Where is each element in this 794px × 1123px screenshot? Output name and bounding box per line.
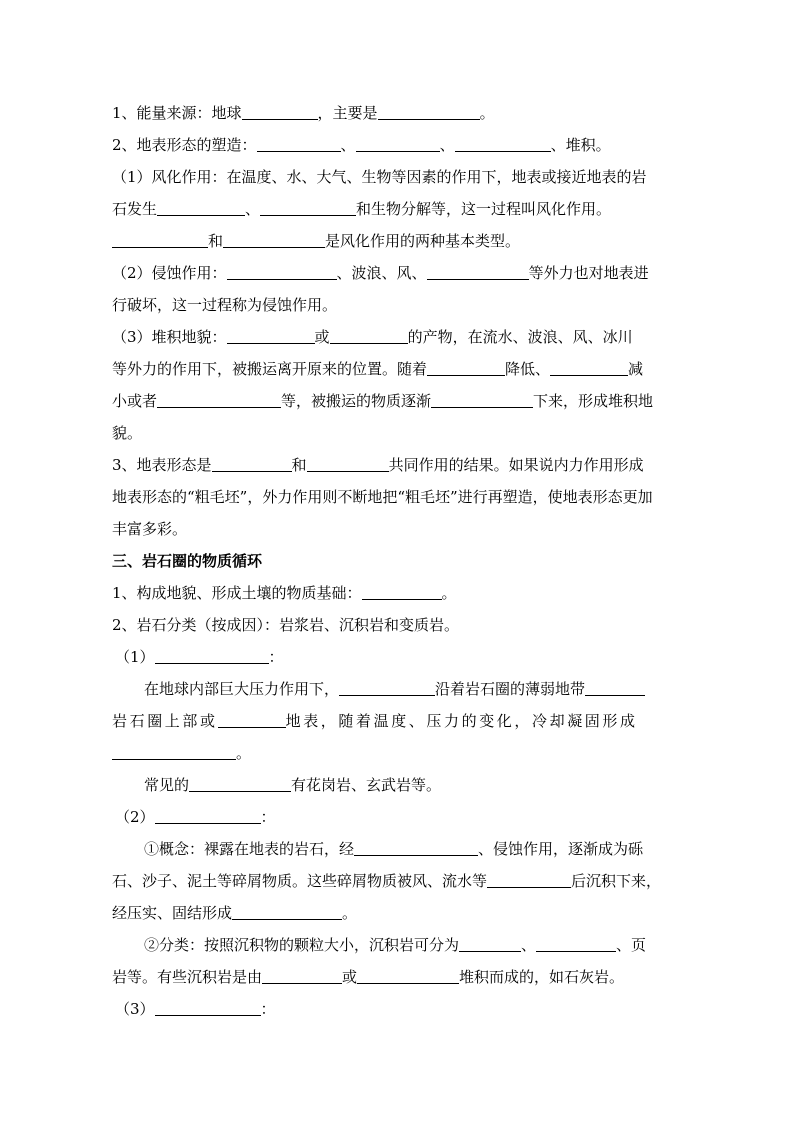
section-heading: 三、岩石圈的物质循环 [112, 552, 263, 570]
magma-line-2 [112, 705, 684, 737]
text: 下来，形成堆积地 [533, 392, 654, 410]
subitem-2-title [112, 801, 684, 833]
text: 堆积而成的，如石灰岩。 [459, 968, 625, 986]
text: ，主要是 [317, 104, 378, 122]
fill-blank[interactable] [112, 229, 208, 248]
erosion-line-2 [112, 289, 684, 321]
text: 石、沙子、泥土等碎屑物质。这些碎屑物质被风、流水等 [112, 872, 488, 890]
text: 行破坏，这一过程称为侵蚀作用。 [112, 296, 338, 314]
erosion-line-1 [112, 257, 684, 289]
fill-blank[interactable] [112, 741, 236, 760]
text: 、堆积。 [550, 136, 611, 154]
item-1-energy-source [112, 97, 684, 129]
item-3-line-3 [112, 513, 684, 545]
fill-blank[interactable] [227, 261, 337, 280]
text: 沿着岩石圈的薄弱地带 [435, 680, 586, 698]
fill-blank[interactable] [459, 933, 521, 952]
text: 、 [439, 136, 455, 154]
sedimentary-concept-line-1 [112, 833, 684, 865]
text: 2、地表形态的塑造： [112, 136, 257, 154]
fill-blank[interactable] [307, 453, 389, 472]
text: （1） [115, 648, 155, 666]
text: 经压实、固结形成 [112, 904, 233, 922]
text: 小或者 [112, 392, 158, 410]
fill-blank[interactable] [227, 325, 315, 344]
fill-blank[interactable] [189, 773, 291, 792]
text: 。 [441, 584, 457, 602]
magma-line-1 [112, 673, 684, 705]
fill-blank[interactable] [356, 133, 440, 152]
fill-blank[interactable] [378, 101, 480, 120]
fill-blank[interactable] [487, 869, 571, 888]
common-rocks-line [112, 769, 684, 801]
fill-blank[interactable] [157, 197, 245, 216]
worksheet-page [112, 97, 684, 1025]
fill-blank[interactable] [455, 133, 551, 152]
fill-blank[interactable] [223, 229, 325, 248]
text: 和 [291, 456, 307, 474]
text: 等外力的作用下，被搬运离开原来的位置。随着 [112, 360, 428, 378]
text: ②分类：按照沉积物的颗粒大小，沉积岩可分为 [144, 936, 460, 954]
text: 、 [245, 200, 261, 218]
text: 丰富多彩。 [112, 520, 188, 538]
fill-blank[interactable] [330, 325, 408, 344]
weathering-line-3 [112, 225, 684, 257]
fill-blank[interactable] [357, 965, 459, 984]
deposition-line-3 [112, 385, 684, 417]
fill-blank[interactable] [550, 357, 628, 376]
fill-blank[interactable] [339, 677, 435, 696]
fill-blank[interactable] [585, 677, 645, 696]
text: ： [260, 1000, 276, 1018]
text: （3）堆积地貌： [112, 328, 227, 346]
text: 在地球内部巨大压力作用下， [144, 680, 340, 698]
text: 岩等。有些沉积岩是由 [112, 968, 263, 986]
fill-blank[interactable] [427, 261, 529, 280]
text: （2）侵蚀作用： [112, 264, 227, 282]
fill-blank[interactable] [155, 805, 261, 824]
text: 、侵蚀作用，逐渐成为砾 [478, 840, 644, 858]
text: 。 [479, 104, 495, 122]
text: 和生物分解等，这一过程叫风化作用。 [356, 200, 612, 218]
item-2-landform-shaping [112, 129, 684, 161]
fill-blank[interactable] [155, 997, 261, 1016]
text: 3、地表形态是 [112, 456, 212, 474]
fill-blank[interactable] [232, 901, 342, 920]
deposition-line-4 [112, 417, 684, 449]
text: 。 [342, 904, 358, 922]
rock-item-2 [112, 609, 684, 641]
text: 地表形态的“粗毛坯”，外力作用则不断地把“粗毛坯”进行再塑造，使地表形态更加 [112, 488, 653, 506]
magma-line-3 [112, 737, 684, 769]
text: 、 [521, 936, 537, 954]
text: 石发生 [112, 200, 158, 218]
text: 。 [236, 744, 252, 762]
sedimentary-concept-line-2 [112, 865, 684, 897]
text: 貌。 [112, 424, 143, 442]
text: 岩石圈上部或 [112, 712, 218, 730]
text: （1）风化作用：在温度、水、大气、生物等因素的作用下，地表或接近地表的岩 [112, 168, 647, 186]
fill-blank[interactable] [431, 389, 533, 408]
text: 等外力也对地表进 [528, 264, 649, 282]
text: 后沉积下来， [571, 872, 662, 890]
sedimentary-class-line-2 [112, 961, 684, 993]
fill-blank[interactable] [427, 357, 505, 376]
text: 和 [208, 232, 224, 250]
subitem-1-title [112, 641, 684, 673]
text: 的产物，在流水、波浪、风、冰川 [407, 328, 633, 346]
text: 或 [314, 328, 330, 346]
text: 1、构成地貌、形成土壤的物质基础： [112, 584, 362, 602]
text: 或 [342, 968, 358, 986]
text: 、页 [616, 936, 647, 954]
item-3-line-2 [112, 481, 684, 513]
sedimentary-class-line-1 [112, 929, 684, 961]
text: ： [260, 808, 276, 826]
fill-blank[interactable] [212, 453, 292, 472]
text: 是风化作用的两种基本类型。 [325, 232, 521, 250]
text: 共同作用的结果。如果说内力作用形成 [388, 456, 644, 474]
text: 降低、 [505, 360, 551, 378]
text: 等，被搬运的物质逐渐 [281, 392, 432, 410]
text: 2、岩石分类（按成因）：岩浆岩、沉积岩和变质岩。 [112, 616, 460, 634]
fill-blank[interactable] [262, 965, 342, 984]
subitem-3-title [112, 993, 684, 1025]
item-3-line-1 [112, 449, 684, 481]
text: 、波浪、风、 [336, 264, 427, 282]
text: 常见的 [144, 776, 190, 794]
text: 减 [628, 360, 644, 378]
fill-blank[interactable] [260, 197, 356, 216]
weathering-line-1 [112, 161, 684, 193]
text: 地表，随着温度、压力的变化，冷却凝固形成 [285, 712, 638, 730]
fill-blank[interactable] [362, 581, 442, 600]
text: ： [268, 648, 284, 666]
fill-blank[interactable] [242, 101, 318, 120]
text: 1、能量来源：地球 [112, 104, 242, 122]
text: （3） [115, 1000, 155, 1018]
fill-blank[interactable] [218, 709, 286, 728]
text: 有花岗岩、玄武岩等。 [291, 776, 442, 794]
text: （2） [115, 808, 155, 826]
text: ①概念：裸露在地表的岩石，经 [144, 840, 355, 858]
rock-item-1 [112, 577, 684, 609]
fill-blank[interactable] [257, 133, 341, 152]
text: 、 [340, 136, 356, 154]
deposition-line-2 [112, 353, 684, 385]
fill-blank[interactable] [536, 933, 616, 952]
fill-blank[interactable] [157, 389, 281, 408]
deposition-line-1 [112, 321, 684, 353]
weathering-line-2 [112, 193, 684, 225]
sedimentary-concept-line-3 [112, 897, 684, 929]
fill-blank[interactable] [354, 837, 478, 856]
fill-blank[interactable] [155, 645, 269, 664]
